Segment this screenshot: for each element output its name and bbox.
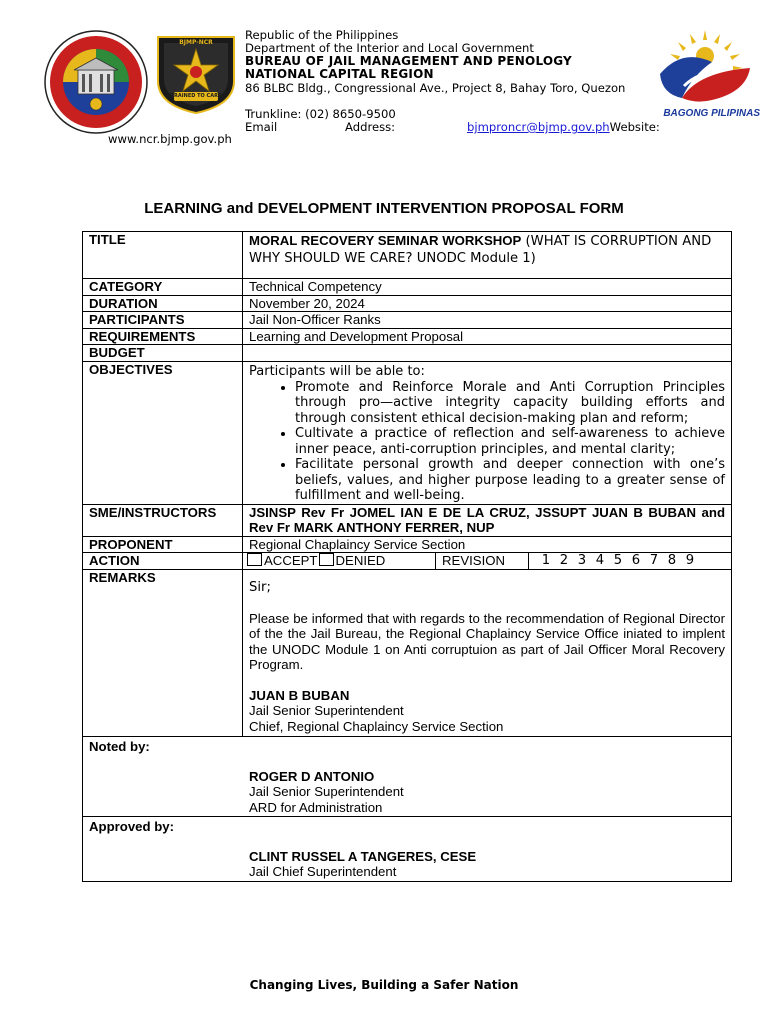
row-budget [83, 345, 732, 362]
action-choices [243, 553, 435, 569]
category-value: Technical Competency [243, 279, 732, 296]
approved-rank: Jail Chief Superintendent [249, 864, 397, 879]
participants-label: PARTICIPANTS [83, 312, 243, 329]
header-bureau: BUREAU OF JAIL MANAGEMENT AND PENOLOGY [245, 54, 572, 68]
requirements-label: REQUIREMENTS [83, 328, 243, 345]
objectives-list [249, 380, 725, 504]
title-bold: MORAL RECOVERY SEMINAR WORKSHOP [249, 233, 522, 248]
objectives-label: OBJECTIVES [83, 362, 243, 505]
action-label: ACTION [83, 553, 243, 570]
header-trunkline: Trunkline: (02) 8650-9500 [245, 107, 396, 121]
header-address: 86 BLBC Bldg., Congressional Ave., Project 8, Bahay Toro, Quezon [245, 81, 626, 95]
revision-numbers [528, 553, 703, 569]
row-category [83, 279, 732, 296]
row-title [83, 232, 732, 279]
noted-name: ROGER D ANTONIO [249, 768, 375, 784]
objectives-intro: Participants will be able to: [249, 364, 425, 379]
noted-cell [83, 737, 732, 817]
proponent-label: PROPONENT [83, 536, 243, 553]
title-label: TITLE [83, 232, 243, 279]
bagong-pilipinas-text: BAGONG PILIPINAS [663, 108, 760, 119]
proponent-value: Regional Chaplaincy Service Section [243, 536, 732, 553]
action-value [243, 553, 732, 570]
remarks-body: Please be informed that with regards to the recommendation of Regional Director of the the Jail Bureau, the Regional Chaplaincy Service Office iniated to implent the UNODC Module 1 on Anti corruptuion as part of Jail Officer Moral Recovery Program. [249, 610, 725, 672]
accept-checkbox[interactable] [247, 553, 262, 566]
revision-cell [435, 553, 528, 569]
remarks-signer-rank: Jail Senior Superintendent [249, 703, 404, 718]
participants-value: Jail Non-Officer Ranks [243, 312, 732, 329]
row-objectives [83, 362, 732, 505]
remarks-salutation: Sir; [249, 580, 271, 595]
requirements-value: Learning and Development Proposal [243, 328, 732, 345]
row-noted [83, 737, 732, 817]
bagong-pilipinas-logo [652, 28, 758, 120]
duration-label: DURATION [83, 295, 243, 312]
footer-tagline: Changing Lives, Building a Safer Nation [249, 978, 519, 992]
objective-item: • Cultivate a practice of reflection and self-awareness to achieve inner peace, anti-corruption principles, and mental clarity; [295, 426, 725, 457]
revision-number[interactable]: 5 [613, 553, 623, 568]
row-remarks [83, 570, 732, 737]
form-title: LEARNING and DEVELOPMENT INTERVENTION PROPOSAL FORM [144, 200, 624, 217]
title-value [243, 232, 732, 279]
row-requirements [83, 328, 732, 345]
ncr-seal-top-text: BJMP-NCR [179, 39, 213, 46]
objective-item: • Facilitate personal growth and deeper connection with one’s beliefs, values, and higher purpose leading to a greater sense of fulfillment and well-being. [295, 457, 725, 504]
duration-value: November 20, 2024 [243, 295, 732, 312]
denied-label: DENIED [335, 553, 386, 568]
remarks-signer-name: JUAN B BUBAN [249, 687, 350, 703]
revision-number[interactable]: 6 [631, 553, 641, 568]
proposal-form-table [82, 231, 732, 882]
bjmp-seal-icon [44, 30, 148, 134]
remarks-label: REMARKS [83, 570, 243, 737]
noted-rank: Jail Senior Superintendent [249, 784, 404, 799]
row-sme [83, 504, 732, 536]
approved-name: CLINT RUSSEL A TANGERES, CESE [249, 848, 477, 864]
row-action [83, 553, 732, 570]
accept-label: ACCEPT [264, 553, 318, 568]
header-department: Department of the Interior and Local Government [245, 41, 534, 55]
objectives-value [243, 362, 732, 505]
row-participants [83, 312, 732, 329]
bjmp-seal [44, 30, 148, 134]
remarks-value [243, 570, 732, 737]
ncr-seal-bottom-text: TRAINED TO CARE [170, 93, 222, 99]
approved-label: Approved by: [89, 819, 174, 834]
approved-cell [83, 817, 732, 882]
sme-label: SME/INSTRUCTORS [83, 504, 243, 536]
header-email-label: Email [245, 120, 278, 134]
sme-value: JSINSP Rev Fr JOMEL IAN E DE LA CRUZ, JSSUPT JUAN B BUBAN and Rev Fr MARK ANTHONY FERRER, NUP [243, 504, 732, 536]
revision-number[interactable]: 7 [649, 553, 659, 568]
bagong-pilipinas-emblem-icon [652, 28, 758, 106]
category-label: CATEGORY [83, 279, 243, 296]
row-approved [83, 817, 732, 882]
revision-label: REVISION [442, 553, 506, 568]
noted-position: ARD for Administration [249, 799, 383, 815]
revision-number[interactable]: 3 [577, 553, 587, 568]
revision-number[interactable]: 1 [541, 553, 551, 568]
budget-value [243, 345, 732, 362]
noted-label: Noted by: [89, 739, 150, 754]
header-website-label: Website: [609, 120, 660, 134]
budget-label: BUDGET [83, 345, 243, 362]
objective-item: • Promote and Reinforce Morale and Anti Corruption Principles through pro—active integrity capacity building efforts and through consistent ethical decision-making plan and reform; [295, 380, 725, 427]
email-link[interactable]: bjmproncr@bjmp.gov.ph [467, 120, 610, 134]
revision-number[interactable]: 8 [667, 553, 677, 568]
revision-number[interactable]: 9 [685, 553, 695, 568]
row-duration [83, 295, 732, 312]
revision-number[interactable]: 4 [595, 553, 605, 568]
website-link[interactable]: www.ncr.bjmp.gov.ph [108, 132, 232, 146]
row-proponent [83, 536, 732, 553]
header-address-label: Address: [345, 120, 396, 134]
denied-checkbox[interactable] [319, 553, 334, 566]
title-rest: (WHAT IS CORRUPTION AND WHY SHOULD WE CARE? UNODC Module 1) [249, 234, 712, 266]
revision-number[interactable]: 2 [559, 553, 569, 568]
remarks-signer-position: Chief, Regional Chaplaincy Service Section [249, 718, 504, 734]
header-region: NATIONAL CAPITAL REGION [245, 67, 434, 81]
bjmp-ncr-seal [152, 31, 240, 115]
header-republic: Republic of the Philippines [245, 28, 399, 42]
